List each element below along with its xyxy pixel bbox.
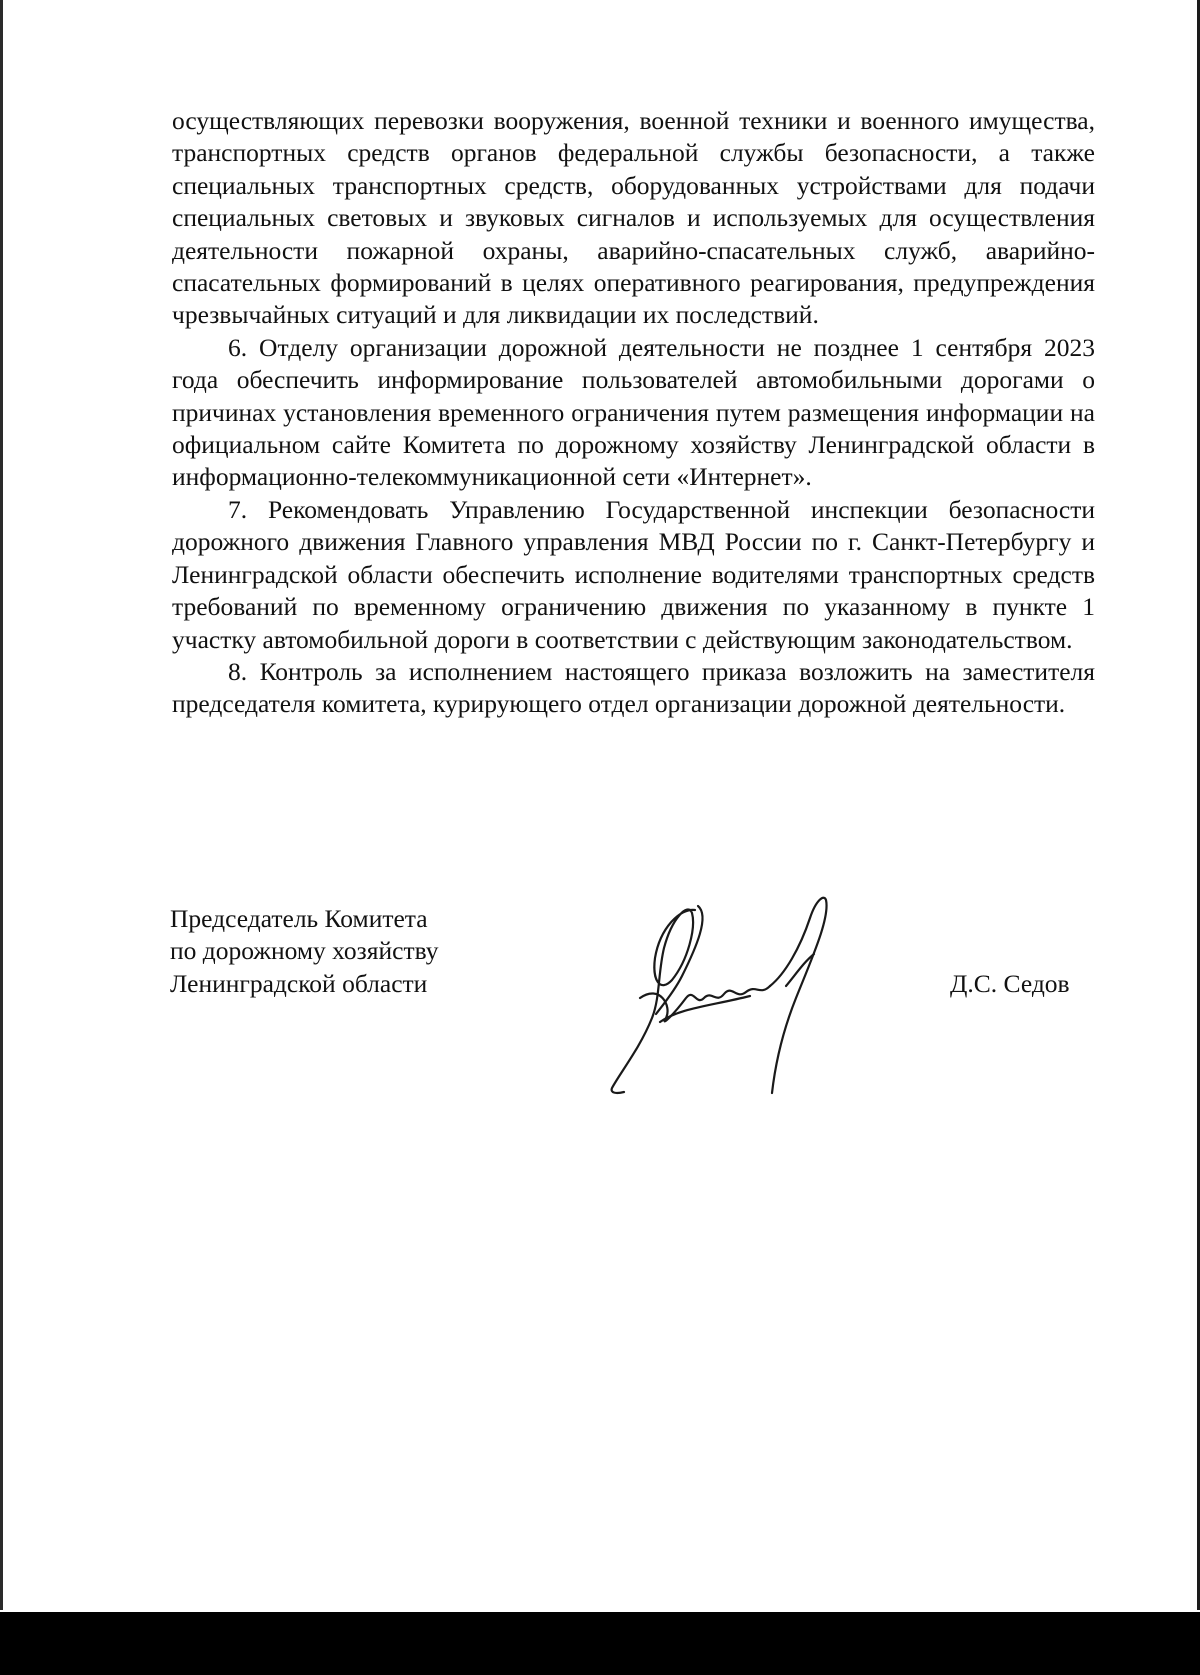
paragraph-item-7: 7. Рекомендовать Управлению Государственной инспекции безопасности дорожного движения Главного управления МВД России по г. Санкт-Петербургу и Ленинградской области обеспечить исполнение водителями транспортных средств требований по временному ограничению движения по указанному в пункте 1 участку автомобильной дороги в соответствии с действующим законодательством. — [172, 494, 1095, 654]
paragraph-item-6: 6. Отделу организации дорожной деятельности не позднее 1 сентября 2023 года обеспечить информирование пользователей автомобильными дорогами о причинах установления временного ограничения путем размещения информации на официальном сайте Комитета по дорожному хозяйству Ленинградской области в информационно-телекоммуникационной сети «Интернет». — [172, 332, 1095, 492]
position-line-2: по дорожному хозяйству — [170, 936, 439, 966]
position-line-1: Председатель Комитета — [170, 904, 428, 933]
paragraph-item-8: 8. Контроль за исполнением настоящего приказа возложить на заместителя председателя комитета, курирующего отдел организации дорожной деятельности. — [172, 656, 1095, 719]
signer-name: Д.С. Седов — [950, 969, 1070, 998]
paragraph-continuation: осуществляющих перевозки вооружения, военной техники и военного имущества, транспортных средств органов федеральной службы безопасности, а также специальных транспортных средств, оборудованных устройствами для подачи специальных световых и звуковых сигналов и используемых для осуществления деятельности пожарной охраны, аварийно-спасательных служб, аварийно-спасательных формирований в целях оперативного реагирования, предупреждения чрезвычайных ситуаций и для ликвидации их последствий. — [172, 106, 1095, 330]
signatory-position — [170, 903, 439, 1000]
position-line-3: Ленинградской области — [170, 968, 428, 998]
scan-bottom-band — [0, 1612, 1200, 1675]
scan-left-edge — [0, 0, 3, 1610]
handwritten-signature-icon — [600, 888, 900, 1103]
document-body — [172, 105, 1095, 721]
